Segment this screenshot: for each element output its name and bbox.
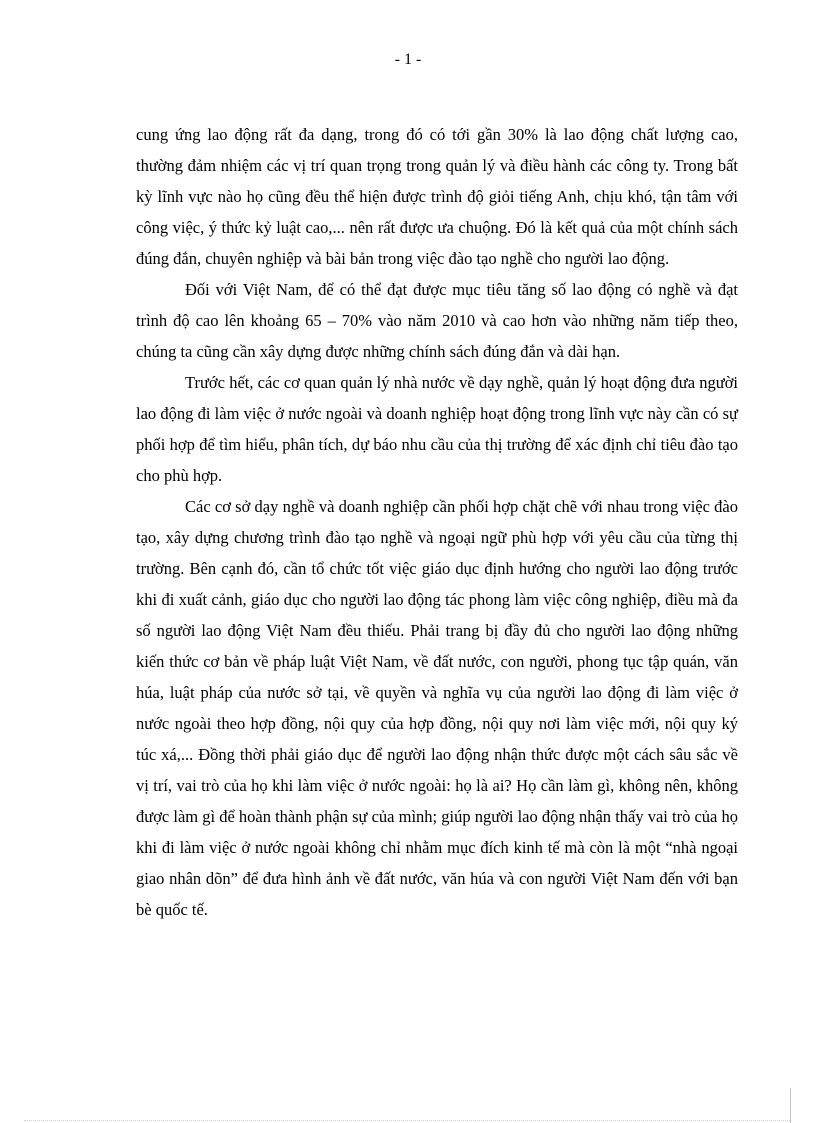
- page-number: - 1 -: [394, 51, 422, 68]
- paragraph-training-institutions: Các cơ sở dạy nghề và doanh nghiệp cần phối hợp chặt chẽ với nhau trong việc đào tạo, xây dựng chương trình đào tạo nghề và ngoại ngữ phù hợp với yêu cầu của từng thị trường. Bên cạnh đó, cần tổ chức tốt việc giáo dục định hướng cho người lao động trước khi đi xuất cảnh, giáo dục cho người lao động tác phong làm việc công nghiệp, điều mà đa số người lao động Việt Nam đều thiếu. Phải trang bị đầy đủ cho người lao động những kiến thức cơ bản về pháp luật Việt Nam, về đất nước, con người, phong tục tập quán, văn húa, luật pháp của nước sở tại, về quyền và nghĩa vụ của người lao động đi làm việc ở nước ngoài theo hợp đồng, nội quy của hợp đồng, nội quy nơi làm việc mới, nội quy ký túc xá,... Đồng thời phải giáo dục để người lao động nhận thức được một cách sâu sắc về vị trí, vai trò của họ khi làm việc ở nước ngoài: họ là ai? Họ cần làm gì, không nên, không được làm gì để hoàn thành phận sự của mình; giúp người lao động nhận thấy vai trò của họ khi đi làm việc ở nước ngoài không chỉ nhằm mục đích kinh tế mà còn là một “nhà ngoại giao nhân dõn” để đưa hình ảnh về đất nước, văn húa và con người Việt Nam đến với bạn bè quốc tế.: [136, 497, 738, 919]
- document-body: [136, 119, 738, 925]
- paragraph-continuation: cung ứng lao động rất đa dạng, trong đó có tới gần 30% là lao động chất lượng cao, thường đảm nhiệm các vị trí quan trọng trong quản lý và điều hành các công ty. Trong bất kỳ lĩnh vực nào họ cũng đều thể hiện được trình độ giỏi tiếng Anh, chịu khó, tận tâm với công việc, ý thức kỷ luật cao,... nên rất được ưa chuộng. Đó là kết quả của một chính sách đúng đắn, chuyên nghiệp và bài bản trong việc đào tạo nghề cho người lao động.: [136, 125, 738, 268]
- paragraph-vietnam-goals: Đối với Việt Nam, để có thể đạt được mục tiêu tăng số lao động có nghề và đạt trình độ cao lên khoảng 65 – 70% vào năm 2010 và cao hơn vào những năm tiếp theo, chúng ta cũng cần xây dựng được những chính sách đúng đắn và dài hạn.: [136, 280, 738, 361]
- paragraph-state-agencies: Trước hết, các cơ quan quản lý nhà nước về dạy nghề, quản lý hoạt động đưa người lao động đi làm việc ở nước ngoài và doanh nghiệp hoạt động trong lĩnh vực này cần có sự phối hợp để tìm hiểu, phân tích, dự báo nhu cầu của thị trường để xác định chỉ tiêu đào tạo cho phù hợp.: [136, 373, 738, 485]
- page-corner-mark: [790, 1088, 791, 1123]
- page-bottom-rule: [24, 1120, 790, 1121]
